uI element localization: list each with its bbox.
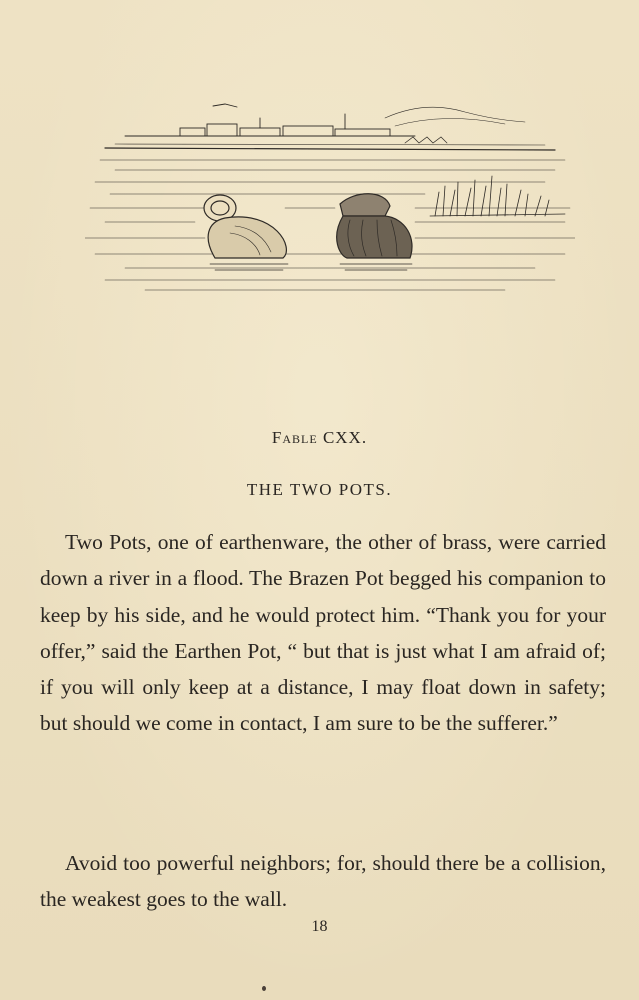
fable-body-paragraph: Two Pots, one of earthenware, the other of brass, were carried down a river in a flood. The Brazen Pot begged his companion to keep by his side, and he would protect him. “Thank you for your offer,” said the Earthen Pot, “ but that is just what I am afraid of; if you will only keep at a distance, I may float down in safety; but should we come in contact, I am sure to be the sufferer.” (40, 530, 606, 736)
water-lines (85, 160, 575, 290)
page-number: 18 (311, 918, 328, 935)
brazen-pot (337, 194, 412, 258)
ink-speck (262, 986, 266, 991)
shoreline (105, 137, 555, 150)
fable-title: THE TWO POTS. (246, 480, 393, 499)
fable-number: Fable CXX. (271, 428, 368, 447)
pot-reflections (210, 264, 412, 270)
earthen-pot (204, 195, 286, 258)
distant-town-skyline (125, 104, 525, 136)
fable-moral-paragraph: Avoid too powerful neighbors; for, should there be a collision, the weakest goes to the wall. (40, 851, 606, 912)
two-pots-floating-illustration (85, 98, 575, 298)
